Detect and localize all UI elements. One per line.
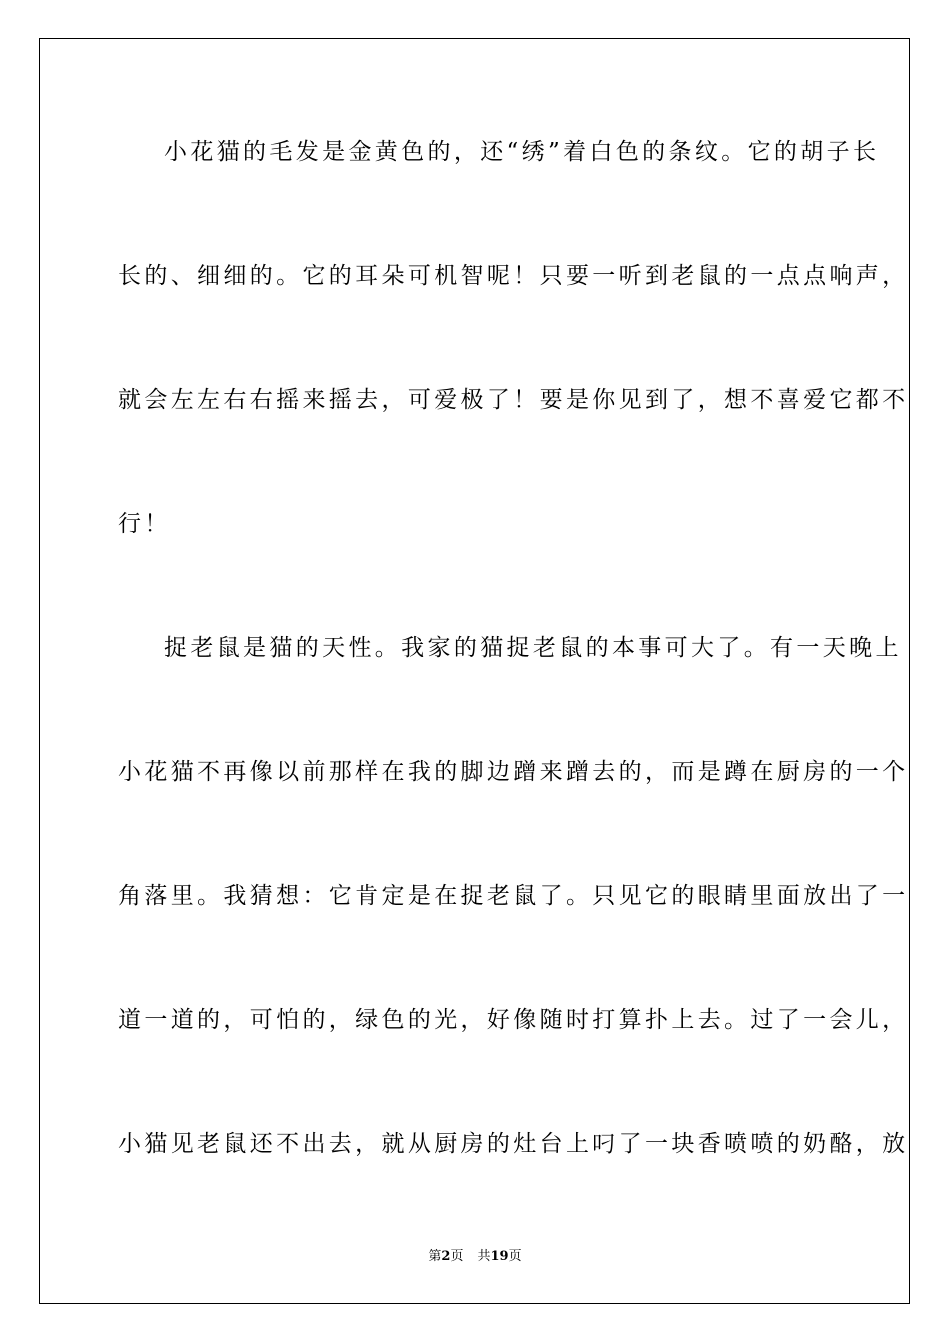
text-line-7: 角落里。我猜想：它肯定是在捉老鼠了。只见它的眼睛里面放出了一 xyxy=(118,883,909,909)
page-prefix: 第 xyxy=(428,1249,442,1264)
page-border xyxy=(39,38,910,1304)
total-suffix: 页 xyxy=(508,1249,522,1264)
page-footer xyxy=(0,1248,950,1266)
total-pages: 19 xyxy=(490,1249,509,1264)
text-line-2: 长的、细细的。它的耳朵可机智呢！只要一听到老鼠的一点点响声， xyxy=(118,263,909,289)
text-line-8: 道一道的，可怕的，绿色的光，好像随时打算扑上去。过了一会儿， xyxy=(118,1007,909,1033)
text-line-5: 捉老鼠是猫的天性。我家的猫捉老鼠的本事可大了。有一天晚上 xyxy=(164,635,902,661)
text-line-6: 小花猫不再像以前那样在我的脚边蹭来蹭去的，而是蹲在厨房的一个 xyxy=(118,759,909,785)
text-line-3: 就会左左右右摇来摇去，可爱极了！要是你见到了，想不喜爱它都不 xyxy=(118,387,909,413)
page-number: 2 xyxy=(441,1249,451,1264)
text-line-4: 行！ xyxy=(118,511,171,537)
total-prefix: 共 xyxy=(477,1249,491,1264)
page-suffix: 页 xyxy=(450,1249,464,1264)
text-line-9: 小猫见老鼠还不出去，就从厨房的灶台上叼了一块香喷喷的奶酪，放 xyxy=(118,1131,909,1157)
text-line-1: 小花猫的毛发是金黄色的，还“绣”着白色的条纹。它的胡子长 xyxy=(164,139,880,165)
